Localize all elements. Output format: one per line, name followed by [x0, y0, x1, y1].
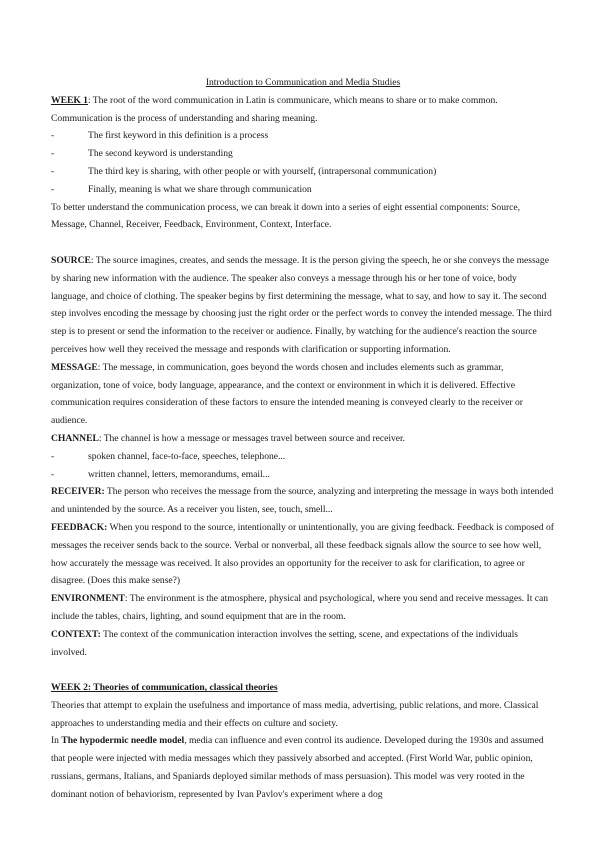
- context-paragraph: CONTEXT: The context of the communication interaction involves the setting, scene, and expectations of the individuals involved.: [51, 628, 519, 658]
- hypodermic-paragraph: In The hypodermic needle model, media can influence and even control its audience. Developed during the 1930s and assumed that people were injected with media messages which they passively absorbed and accepted. (First World War, public opinion, russians, germans, Italians, and Spaniards deployed similar methods of mass persuasion). This model was very rooted in the dominant notion of behaviorism, represented by Ivan Pavlov's experiment where a dog: [51, 735, 544, 800]
- message-term: MESSAGE: [51, 361, 98, 373]
- hypodermic-term: The hypodermic needle model: [61, 735, 185, 747]
- week2-intro: Theories that attempt to explain the usefulness and importance of mass media, advertising, public relations, and more. Classical approaches to understanding media and their effects on culture and society.: [51, 699, 539, 729]
- environment-paragraph: ENVIRONMENT: The environment is the atmosphere, physical and psychological, where you send and receive messages. It can include the tables, chairs, lighting, and sound equipment that are in the room.: [51, 593, 548, 622]
- channel-term: CHANNEL: [51, 432, 99, 444]
- feedback-term: FEEDBACK:: [51, 521, 108, 533]
- channel-paragraph: CHANNEL: The channel is how a message or messages travel between source and receiver.: [51, 432, 406, 444]
- environment-term: ENVIRONMENT: [51, 593, 125, 605]
- document-page: [51, 74, 555, 804]
- week1-intro: WEEK 1: The root of the word communication in Latin is communicare, which means to share or to make common. Communication is the process of understanding and sharing meaning.: [51, 94, 498, 124]
- list-item: - The third key is sharing, with other people or with yourself, (intrapersonal communication): [51, 165, 437, 177]
- week1-heading: WEEK 1: [51, 94, 88, 106]
- list-item: - The first keyword in this definition is a process: [51, 130, 269, 142]
- source-paragraph: SOURCE: The source imagines, creates, and sends the message. It is the person giving the speech, he or she conveys the message by sharing new information with the audience. The speaker also conveys a message through his or her tone of voice, body language, and choice of clothing. The speaker begins by first determining the message, what to say, and how to say it. The second step involves encoding the message by choosing just the right order or the perfect words to convey the intended message. The third step is to present or send the information to the receiver or audience. Finally, by watching for the audience's reaction the source perceives how well they received the message and responds with clarification or supporting information.: [51, 254, 552, 355]
- spacer: [51, 234, 555, 252]
- spacer: [51, 661, 555, 679]
- source-term: SOURCE: [51, 254, 91, 266]
- feedback-paragraph: FEEDBACK: When you respond to the source, intentionally or unintentionally, you are giving feedback. Feedback is composed of messages the receiver sends back to the source. Verbal or nonverbal, all these feedback signals allow the source to see how well, how accurately the message was received. It also provides an opportunity for the receiver to ask for clarification, to agree or disagree. (Does this make sense?): [51, 521, 554, 587]
- message-paragraph: MESSAGE: The message, in communication, goes beyond the words chosen and includes elements such as grammar, organization, tone of voice, body language, appearance, and the context or environment in which it is delivered. Effective communication requires consideration of these factors to ensure the intended meaning is conveyed clearly to the receiver or audience.: [51, 361, 523, 427]
- list-item: - spoken channel, face-to-face, speeches, telephone...: [51, 450, 286, 462]
- receiver-paragraph: RECEIVER: The person who receives the message from the source, analyzing and interpreting the message in ways both intended and unintended by the source. As a receiver you listen, see, touch, smell...: [51, 486, 554, 516]
- week1-summary: To better understand the communication process, we can break it down into a series of eight essential components: Source, Message, Channel, Receiver, Feedback, Environment, Context, Interface.: [51, 201, 521, 231]
- context-term: CONTEXT:: [51, 628, 101, 640]
- week2-heading: WEEK 2: Theories of communication, classical theories: [51, 682, 278, 694]
- document-title: Introduction to Communication and Media Studies: [205, 77, 401, 88]
- list-item: - The second keyword is understanding: [51, 148, 233, 160]
- list-item: - written channel, letters, memorandums, email...: [51, 468, 270, 480]
- list-item: - Finally, meaning is what we share through communication: [51, 183, 312, 195]
- receiver-term: RECEIVER:: [51, 486, 105, 498]
